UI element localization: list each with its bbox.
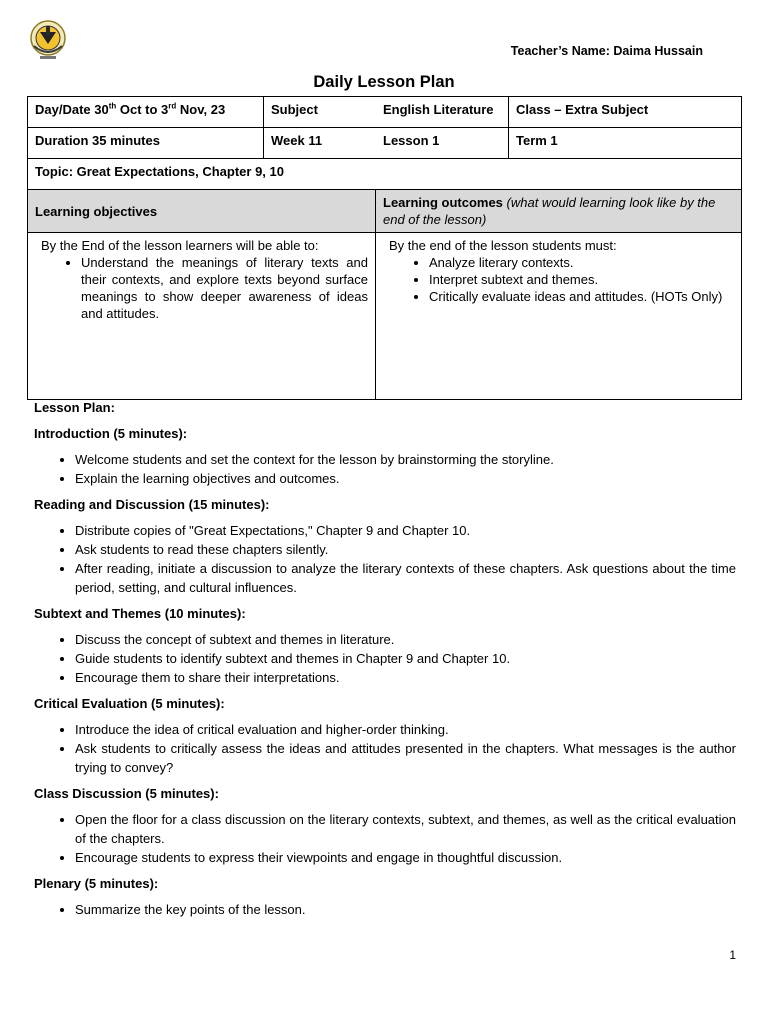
plan-section: [34, 424, 736, 488]
lesson-info-table: [27, 96, 742, 400]
list-item: • Encourage them to share their interpretations.: [75, 668, 736, 687]
daydate-cell: Day/Date 30th Oct to 3rd Nov, 23: [28, 97, 264, 128]
subject-label: Subject: [271, 102, 318, 117]
subject-cell: [264, 97, 509, 128]
subject-value: English Literature: [383, 102, 494, 117]
list-item: • Analyze literary contexts.: [429, 254, 734, 271]
list-item: • Distribute copies of "Great Expectations," Chapter 9 and Chapter 10.: [75, 521, 736, 540]
section-list: [34, 720, 736, 777]
section-list: [34, 521, 736, 597]
section-title: Critical Evaluation (5 minutes):: [34, 696, 225, 711]
section-list: [34, 900, 736, 919]
section-list: [34, 630, 736, 687]
lesson-plan-sections: [34, 424, 736, 919]
section-list: [34, 450, 736, 488]
page-title: Daily Lesson Plan: [313, 73, 455, 91]
class-cell: Class – Extra Subject: [509, 97, 742, 128]
section-title: Reading and Discussion (15 minutes):: [34, 497, 270, 512]
list-item: • Discuss the concept of subtext and themes in literature.: [75, 630, 736, 649]
lesson-plan-heading: Lesson Plan:: [34, 400, 115, 415]
objectives-list: [35, 254, 368, 322]
list-item: • Explain the learning objectives and outcomes.: [75, 469, 736, 488]
list-item: • Critically evaluate ideas and attitudes. (HOTs Only): [429, 288, 734, 305]
objectives-intro: By the End of the lesson learners will be able to:: [41, 238, 319, 253]
outcomes-list: [383, 254, 734, 305]
section-title: Subtext and Themes (10 minutes):: [34, 606, 246, 621]
list-item: • Ask students to read these chapters silently.: [75, 540, 736, 559]
list-item: • Welcome students and set the context for the lesson by brainstorming the storyline.: [75, 450, 736, 469]
list-item: • Interpret subtext and themes.: [429, 271, 734, 288]
term-cell: Term 1: [509, 128, 742, 159]
school-logo-icon: [26, 18, 70, 62]
list-item: • Summarize the key points of the lesson.: [75, 900, 736, 919]
lesson-plan-body: [34, 398, 736, 926]
section-title: Class Discussion (5 minutes):: [34, 786, 219, 801]
week-lesson-cell: [264, 128, 509, 159]
page-number: 1: [729, 948, 736, 962]
plan-section: [34, 694, 736, 777]
section-title: Plenary (5 minutes):: [34, 876, 159, 891]
list-item: • Open the floor for a class discussion on the literary contexts, subtext, and themes, as well as the critical evaluation of the chapters.: [75, 810, 736, 848]
outcomes-header: Learning outcomes (what would learning look like by the end of the lesson): [376, 190, 742, 233]
plan-section: [34, 604, 736, 687]
list-item: • After reading, initiate a discussion to analyze the literary contexts of these chapters. Ask questions about the time period, setting, and cultural influences.: [75, 559, 736, 597]
list-item: • Encourage students to express their viewpoints and engage in thoughtful discussion.: [75, 848, 736, 867]
week-value: Week 11: [271, 133, 323, 148]
plan-section: [34, 784, 736, 867]
outcomes-cell: [376, 233, 742, 400]
list-item: • Ask students to critically assess the ideas and attitudes presented in the chapters. What messages is the author trying to convey?: [75, 739, 736, 777]
plan-section: [34, 874, 736, 919]
list-item: • Introduce the idea of critical evaluation and higher-order thinking.: [75, 720, 736, 739]
objectives-header: Learning objectives: [28, 190, 376, 233]
plan-section: [34, 495, 736, 597]
list-item: • Understand the meanings of literary texts and their contexts, and explore texts beyond surface meanings to show deeper awareness of ideas and attitudes.: [81, 254, 368, 322]
section-list: [34, 810, 736, 867]
list-item: • Guide students to identify subtext and themes in Chapter 9 and Chapter 10.: [75, 649, 736, 668]
lesson-value: Lesson 1: [383, 133, 440, 148]
teacher-name: Teacher’s Name: Daima Hussain: [510, 44, 703, 58]
section-title: Introduction (5 minutes):: [34, 426, 188, 441]
duration-cell: Duration 35 minutes: [28, 128, 264, 159]
objectives-cell: [28, 233, 376, 400]
topic-cell: Topic: Great Expectations, Chapter 9, 10: [28, 159, 742, 190]
outcomes-intro: By the end of the lesson students must:: [389, 238, 617, 253]
